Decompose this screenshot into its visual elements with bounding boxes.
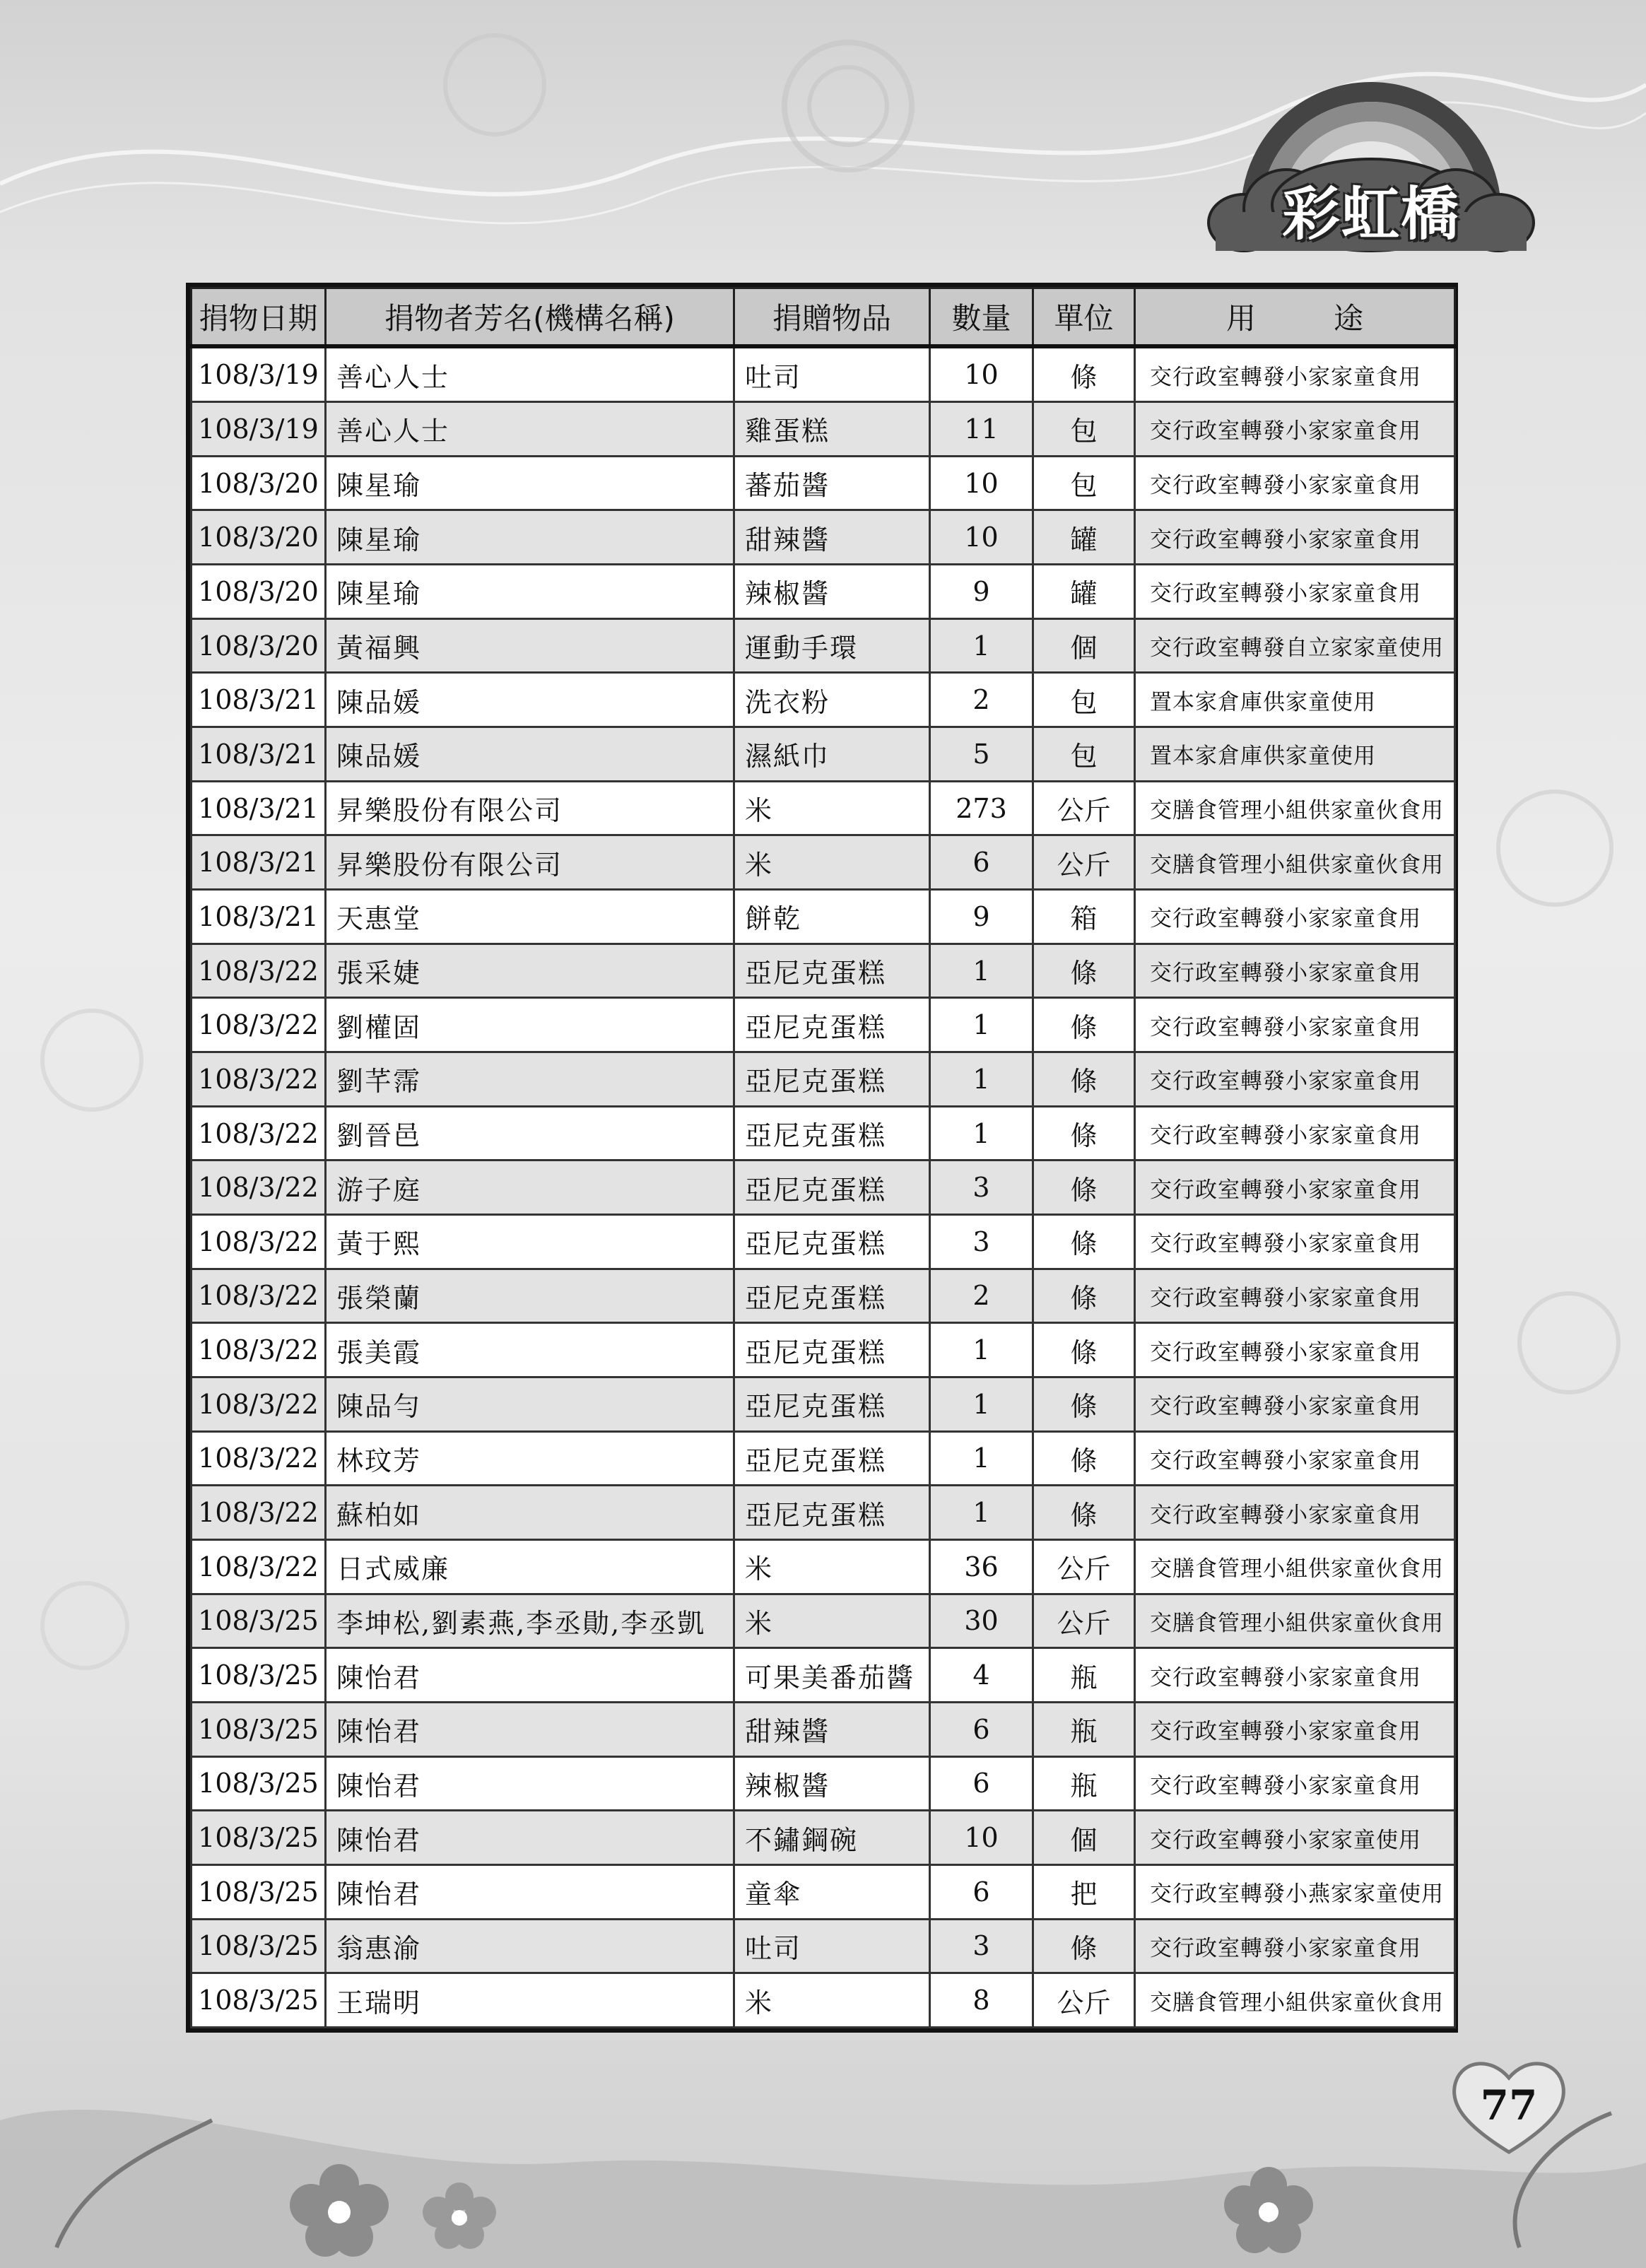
cell-qty: 1	[930, 1106, 1033, 1161]
cell-use: 交行政室轉發小家家童食用	[1135, 346, 1455, 402]
cell-qty: 1	[930, 1052, 1033, 1107]
cell-qty: 4	[930, 1648, 1033, 1703]
cell-qty: 9	[930, 890, 1033, 944]
cell-qty: 1	[930, 618, 1033, 673]
table-row	[192, 673, 1455, 727]
cell-qty: 5	[930, 727, 1033, 782]
cell-use: 交行政室轉發小家家童食用	[1135, 1756, 1455, 1811]
cell-item: 亞尼克蛋糕	[734, 1106, 930, 1161]
donation-table-grid	[190, 287, 1456, 2028]
cell-date: 108/3/22	[192, 944, 326, 998]
table-row	[192, 1431, 1455, 1486]
donation-table	[186, 283, 1458, 2033]
cell-item: 亞尼克蛋糕	[734, 1161, 930, 1215]
cell-qty: 1	[930, 1431, 1033, 1486]
table-header-row	[192, 288, 1455, 347]
cell-unit: 罐	[1033, 510, 1135, 565]
cell-item: 甜辣醬	[734, 1702, 930, 1756]
cell-unit: 包	[1033, 673, 1135, 727]
cell-use: 交膳食管理小組供家童伙食用	[1135, 1594, 1455, 1648]
cell-donor: 陳怡君	[326, 1756, 734, 1811]
cell-donor: 張榮蘭	[326, 1269, 734, 1323]
cell-item: 亞尼克蛋糕	[734, 1377, 930, 1431]
cell-unit: 公斤	[1033, 1973, 1135, 2028]
cell-unit: 條	[1033, 1052, 1135, 1107]
cell-donor: 張美霞	[326, 1323, 734, 1377]
table-row	[192, 1214, 1455, 1269]
cell-use: 交行政室轉發小家家童食用	[1135, 1269, 1455, 1323]
cell-use: 交膳食管理小組供家童伙食用	[1135, 781, 1455, 835]
cell-use: 交行政室轉發小家家童食用	[1135, 1052, 1455, 1107]
header-qty: 數量	[930, 288, 1033, 347]
cell-donor: 張采婕	[326, 944, 734, 998]
cell-date: 108/3/22	[192, 1539, 326, 1594]
cell-item: 亞尼克蛋糕	[734, 1323, 930, 1377]
cell-item: 童傘	[734, 1864, 930, 1919]
page-number: 77	[1480, 2081, 1538, 2129]
cell-donor: 陳品勻	[326, 1377, 734, 1431]
table-row	[192, 1756, 1455, 1811]
table-row	[192, 565, 1455, 619]
table-row	[192, 1106, 1455, 1161]
cell-date: 108/3/25	[192, 1594, 326, 1648]
cell-use: 交行政室轉發小家家童食用	[1135, 944, 1455, 998]
cell-qty: 2	[930, 1269, 1033, 1323]
cell-unit: 瓶	[1033, 1756, 1135, 1811]
cell-item: 亞尼克蛋糕	[734, 998, 930, 1052]
cell-qty: 6	[930, 835, 1033, 890]
cell-unit: 條	[1033, 1269, 1135, 1323]
header-unit: 單位	[1033, 288, 1135, 347]
cell-unit: 條	[1033, 1486, 1135, 1540]
cell-donor: 王瑞明	[326, 1973, 734, 2028]
cell-item: 不鏽鋼碗	[734, 1811, 930, 1865]
cell-unit: 條	[1033, 1377, 1135, 1431]
cell-use: 交行政室轉發小家家童食用	[1135, 1323, 1455, 1377]
cell-item: 亞尼克蛋糕	[734, 1052, 930, 1107]
cell-qty: 10	[930, 1811, 1033, 1865]
cell-unit: 條	[1033, 1323, 1135, 1377]
cell-donor: 昇樂股份有限公司	[326, 835, 734, 890]
cell-item: 吐司	[734, 1919, 930, 1973]
table-row	[192, 998, 1455, 1052]
table-row	[192, 1811, 1455, 1865]
cell-use: 交膳食管理小組供家童伙食用	[1135, 835, 1455, 890]
cell-use: 交行政室轉發小家家童食用	[1135, 890, 1455, 944]
cell-date: 108/3/25	[192, 1648, 326, 1703]
cell-qty: 9	[930, 565, 1033, 619]
cell-donor: 劉晉邑	[326, 1106, 734, 1161]
table-row	[192, 1864, 1455, 1919]
table-row	[192, 835, 1455, 890]
cell-donor: 林玟芳	[326, 1431, 734, 1486]
cell-unit: 公斤	[1033, 781, 1135, 835]
table-row	[192, 1648, 1455, 1703]
cell-unit: 瓶	[1033, 1702, 1135, 1756]
cell-item: 亞尼克蛋糕	[734, 1269, 930, 1323]
cell-unit: 條	[1033, 998, 1135, 1052]
cell-item: 辣椒醬	[734, 1756, 930, 1811]
cell-date: 108/3/25	[192, 1864, 326, 1919]
cell-donor: 陳品媛	[326, 727, 734, 782]
cell-use: 交膳食管理小組供家童伙食用	[1135, 1973, 1455, 2028]
cell-use: 交行政室轉發小家家童食用	[1135, 1377, 1455, 1431]
cell-date: 108/3/22	[192, 1431, 326, 1486]
cell-unit: 條	[1033, 346, 1135, 402]
cell-donor: 陳怡君	[326, 1864, 734, 1919]
cell-item: 濕紙巾	[734, 727, 930, 782]
cell-date: 108/3/25	[192, 1702, 326, 1756]
cell-unit: 包	[1033, 456, 1135, 510]
cell-item: 辣椒醬	[734, 565, 930, 619]
cell-qty: 1	[930, 1323, 1033, 1377]
cell-date: 108/3/22	[192, 1106, 326, 1161]
cell-use: 置本家倉庫供家童使用	[1135, 673, 1455, 727]
cell-qty: 1	[930, 998, 1033, 1052]
cell-date: 108/3/21	[192, 890, 326, 944]
cell-date: 108/3/19	[192, 402, 326, 457]
cell-qty: 30	[930, 1594, 1033, 1648]
cell-item: 米	[734, 1594, 930, 1648]
cell-date: 108/3/22	[192, 1377, 326, 1431]
cell-donor: 陳怡君	[326, 1811, 734, 1865]
cell-unit: 條	[1033, 1919, 1135, 1973]
cell-use: 交行政室轉發小家家童食用	[1135, 1648, 1455, 1703]
header-item: 捐贈物品	[734, 288, 930, 347]
cell-qty: 6	[930, 1702, 1033, 1756]
bottom-decoration	[0, 2035, 1646, 2268]
table-row	[192, 456, 1455, 510]
cell-use: 交行政室轉發小家家童食用	[1135, 1214, 1455, 1269]
cell-qty: 6	[930, 1864, 1033, 1919]
cell-qty: 1	[930, 1486, 1033, 1540]
cell-date: 108/3/21	[192, 835, 326, 890]
cell-item: 甜辣醬	[734, 510, 930, 565]
cell-item: 餅乾	[734, 890, 930, 944]
cell-qty: 3	[930, 1919, 1033, 1973]
cell-qty: 1	[930, 944, 1033, 998]
cell-use: 交行政室轉發小家家童食用	[1135, 402, 1455, 457]
cell-date: 108/3/20	[192, 618, 326, 673]
cell-unit: 包	[1033, 727, 1135, 782]
cell-unit: 條	[1033, 1161, 1135, 1215]
cell-date: 108/3/22	[192, 1323, 326, 1377]
cell-donor: 陳怡君	[326, 1648, 734, 1703]
cell-date: 108/3/21	[192, 727, 326, 782]
cell-donor: 黃于熙	[326, 1214, 734, 1269]
table-row	[192, 618, 1455, 673]
cell-date: 108/3/20	[192, 456, 326, 510]
table-row	[192, 1161, 1455, 1215]
cell-qty: 6	[930, 1756, 1033, 1811]
cell-item: 米	[734, 1539, 930, 1594]
cell-item: 洗衣粉	[734, 673, 930, 727]
cell-use: 交行政室轉發小家家童食用	[1135, 565, 1455, 619]
cell-use: 交行政室轉發小燕家家童使用	[1135, 1864, 1455, 1919]
cell-date: 108/3/21	[192, 673, 326, 727]
cell-use: 交行政室轉發小家家童食用	[1135, 456, 1455, 510]
cell-date: 108/3/25	[192, 1756, 326, 1811]
cell-unit: 條	[1033, 944, 1135, 998]
cell-donor: 陳星瑜	[326, 456, 734, 510]
cell-date: 108/3/22	[192, 1052, 326, 1107]
cell-date: 108/3/25	[192, 1973, 326, 2028]
cell-donor: 劉權固	[326, 998, 734, 1052]
cell-unit: 公斤	[1033, 1594, 1135, 1648]
cell-item: 亞尼克蛋糕	[734, 944, 930, 998]
logo-text: 彩虹橋	[1281, 181, 1460, 248]
cell-use: 交行政室轉發小家家童食用	[1135, 1486, 1455, 1540]
cell-item: 米	[734, 835, 930, 890]
cell-qty: 8	[930, 1973, 1033, 2028]
table-row	[192, 1539, 1455, 1594]
table-row	[192, 1323, 1455, 1377]
cell-item: 蕃茄醬	[734, 456, 930, 510]
cell-unit: 公斤	[1033, 1539, 1135, 1594]
table-row	[192, 346, 1455, 402]
cell-qty: 10	[930, 510, 1033, 565]
table-row	[192, 944, 1455, 998]
cell-qty: 36	[930, 1539, 1033, 1594]
cell-use: 交行政室轉發小家家童食用	[1135, 1161, 1455, 1215]
cell-unit: 條	[1033, 1214, 1135, 1269]
cell-donor: 李坤松,劉素燕,李丞勛,李丞凱	[326, 1594, 734, 1648]
cell-donor: 蘇柏如	[326, 1486, 734, 1540]
table-row	[192, 781, 1455, 835]
cell-donor: 善心人士	[326, 402, 734, 457]
table-row	[192, 1702, 1455, 1756]
table-row	[192, 890, 1455, 944]
cell-donor: 游子庭	[326, 1161, 734, 1215]
cell-item: 米	[734, 781, 930, 835]
cell-qty: 1	[930, 1377, 1033, 1431]
cell-unit: 把	[1033, 1864, 1135, 1919]
table-row	[192, 1486, 1455, 1540]
cell-item: 運動手環	[734, 618, 930, 673]
cell-use: 置本家倉庫供家童使用	[1135, 727, 1455, 782]
header-donor: 捐物者芳名(機構名稱)	[326, 288, 734, 347]
cell-donor: 陳品媛	[326, 673, 734, 727]
table-row	[192, 510, 1455, 565]
cell-qty: 3	[930, 1161, 1033, 1215]
cell-item: 亞尼克蛋糕	[734, 1431, 930, 1486]
table-row	[192, 1052, 1455, 1107]
cell-item: 亞尼克蛋糕	[734, 1486, 930, 1540]
cell-unit: 條	[1033, 1431, 1135, 1486]
cell-date: 108/3/22	[192, 1486, 326, 1540]
cell-donor: 陳怡君	[326, 1702, 734, 1756]
cell-qty: 10	[930, 456, 1033, 510]
table-row	[192, 1594, 1455, 1648]
table-row	[192, 402, 1455, 457]
cell-qty: 10	[930, 346, 1033, 402]
cell-item: 可果美番茄醬	[734, 1648, 930, 1703]
cell-item: 亞尼克蛋糕	[734, 1214, 930, 1269]
cell-use: 交行政室轉發自立家家童使用	[1135, 618, 1455, 673]
cell-item: 米	[734, 1973, 930, 2028]
cell-donor: 劉芊霈	[326, 1052, 734, 1107]
cell-date: 108/3/19	[192, 346, 326, 402]
cell-qty: 11	[930, 402, 1033, 457]
cell-donor: 日式威廉	[326, 1539, 734, 1594]
cell-unit: 瓶	[1033, 1648, 1135, 1703]
rainbow-bridge-logo	[1201, 71, 1541, 276]
header-date: 捐物日期	[192, 288, 326, 347]
cell-donor: 天惠堂	[326, 890, 734, 944]
cell-use: 交行政室轉發小家家童食用	[1135, 1431, 1455, 1486]
cell-use: 交行政室轉發小家家童食用	[1135, 998, 1455, 1052]
cell-donor: 陳星瑜	[326, 510, 734, 565]
cell-qty: 3	[930, 1214, 1033, 1269]
cell-donor: 黃福興	[326, 618, 734, 673]
cell-qty: 2	[930, 673, 1033, 727]
cell-date: 108/3/22	[192, 1269, 326, 1323]
cell-unit: 個	[1033, 618, 1135, 673]
cell-unit: 個	[1033, 1811, 1135, 1865]
cell-unit: 罐	[1033, 565, 1135, 619]
cell-date: 108/3/20	[192, 510, 326, 565]
cell-use: 交行政室轉發小家家童食用	[1135, 510, 1455, 565]
cell-use: 交膳食管理小組供家童伙食用	[1135, 1539, 1455, 1594]
cell-donor: 陳星瑜	[326, 565, 734, 619]
cell-donor: 善心人士	[326, 346, 734, 402]
cell-donor: 昇樂股份有限公司	[326, 781, 734, 835]
cell-unit: 公斤	[1033, 835, 1135, 890]
cell-date: 108/3/22	[192, 998, 326, 1052]
cell-date: 108/3/21	[192, 781, 326, 835]
cell-use: 交行政室轉發小家家童食用	[1135, 1106, 1455, 1161]
table-row	[192, 1269, 1455, 1323]
cell-use: 交行政室轉發小家家童食用	[1135, 1702, 1455, 1756]
cell-date: 108/3/25	[192, 1811, 326, 1865]
cell-donor: 翁惠渝	[326, 1919, 734, 1973]
cell-use: 交行政室轉發小家家童使用	[1135, 1811, 1455, 1865]
table-row	[192, 727, 1455, 782]
cell-unit: 條	[1033, 1106, 1135, 1161]
cell-unit: 包	[1033, 402, 1135, 457]
cell-unit: 箱	[1033, 890, 1135, 944]
cell-date: 108/3/22	[192, 1214, 326, 1269]
header-use: 用途	[1135, 288, 1455, 347]
cell-date: 108/3/20	[192, 565, 326, 619]
table-row	[192, 1377, 1455, 1431]
cell-qty: 273	[930, 781, 1033, 835]
cell-item: 雞蛋糕	[734, 402, 930, 457]
table-row	[192, 1919, 1455, 1973]
cell-date: 108/3/22	[192, 1161, 326, 1215]
cell-use: 交行政室轉發小家家童食用	[1135, 1919, 1455, 1973]
cell-item: 吐司	[734, 346, 930, 402]
table-row	[192, 1973, 1455, 2028]
cell-date: 108/3/25	[192, 1919, 326, 1973]
